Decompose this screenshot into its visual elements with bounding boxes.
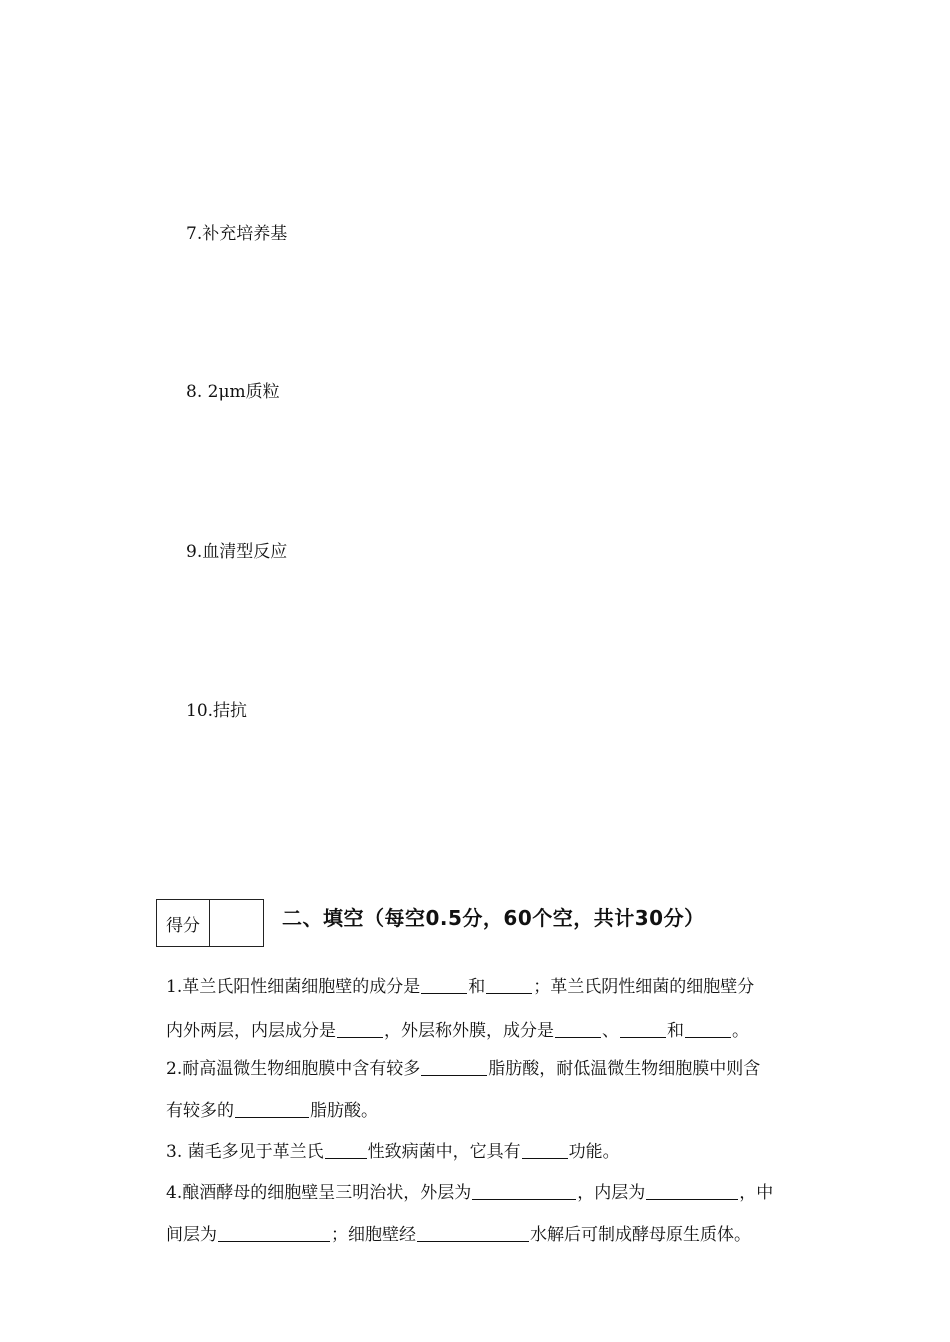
question-text: ，内层为 (577, 1183, 646, 1203)
term-10: 10.拮抗 (186, 701, 248, 721)
term-9: 9.血清型反应 (186, 542, 288, 562)
answer-blank[interactable] (522, 1140, 568, 1159)
answer-blank[interactable] (421, 975, 467, 994)
question-text: 、 (602, 1021, 619, 1041)
question-4-line-2 (166, 1223, 751, 1247)
score-box (156, 899, 264, 947)
question-text: 有较多的 (166, 1101, 234, 1121)
question-text: 内外两层，内层成分是 (166, 1021, 336, 1041)
question-text: ；革兰氏阴性细菌的细胞壁分 (533, 977, 755, 997)
answer-blank[interactable] (325, 1140, 367, 1159)
answer-blank[interactable] (218, 1223, 330, 1242)
question-text: 和 (667, 1021, 684, 1041)
question-text: 功能。 (568, 1142, 620, 1162)
score-field[interactable] (210, 900, 263, 946)
question-text: 。 (732, 1021, 749, 1041)
question-text: 脂肪酸，耐低温微生物细胞膜中则含 (488, 1059, 761, 1079)
answer-blank[interactable] (417, 1223, 529, 1242)
answer-blank[interactable] (685, 1019, 731, 1038)
question-2-line-1 (166, 1057, 760, 1081)
question-1-line-2 (166, 1019, 749, 1043)
answer-blank[interactable] (620, 1019, 666, 1038)
question-text: 性致病菌中，它具有 (367, 1142, 521, 1162)
question-text: 水解后可制成酵母原生质体。 (530, 1225, 751, 1245)
question-text: 间层为 (166, 1225, 217, 1245)
answer-blank[interactable] (486, 975, 532, 994)
question-text: 2.耐高温微生物细胞膜中含有较多 (166, 1059, 421, 1079)
score-label: 得分 (157, 900, 210, 946)
question-text: 1.革兰氏阳性细菌细胞壁的成分是 (166, 977, 421, 997)
answer-blank[interactable] (421, 1057, 487, 1076)
question-text: 4.酿酒酵母的细胞壁呈三明治状，外层为 (166, 1183, 472, 1203)
answer-blank[interactable] (235, 1099, 309, 1118)
question-text: ；细胞壁经 (331, 1225, 416, 1245)
question-1-line-1 (166, 975, 754, 999)
section-title: 二、填空（每空0.5分，60个空，共计30分） (282, 906, 705, 930)
answer-blank[interactable] (555, 1019, 601, 1038)
answer-blank[interactable] (646, 1181, 738, 1200)
question-2-line-2 (166, 1099, 378, 1123)
term-7: 7.补充培养基 (186, 224, 288, 244)
term-8: 8. 2μm质粒 (186, 382, 280, 402)
question-text: 3. 菌毛多见于革兰氏 (166, 1142, 324, 1162)
answer-blank[interactable] (337, 1019, 383, 1038)
question-text: 和 (468, 977, 486, 997)
question-text: ，外层称外膜，成分是 (384, 1021, 554, 1041)
question-text: 脂肪酸。 (310, 1101, 378, 1121)
question-4-line-1 (166, 1181, 773, 1205)
question-text: ，中 (739, 1183, 774, 1203)
question-3-line-1 (166, 1140, 620, 1164)
answer-blank[interactable] (472, 1181, 576, 1200)
